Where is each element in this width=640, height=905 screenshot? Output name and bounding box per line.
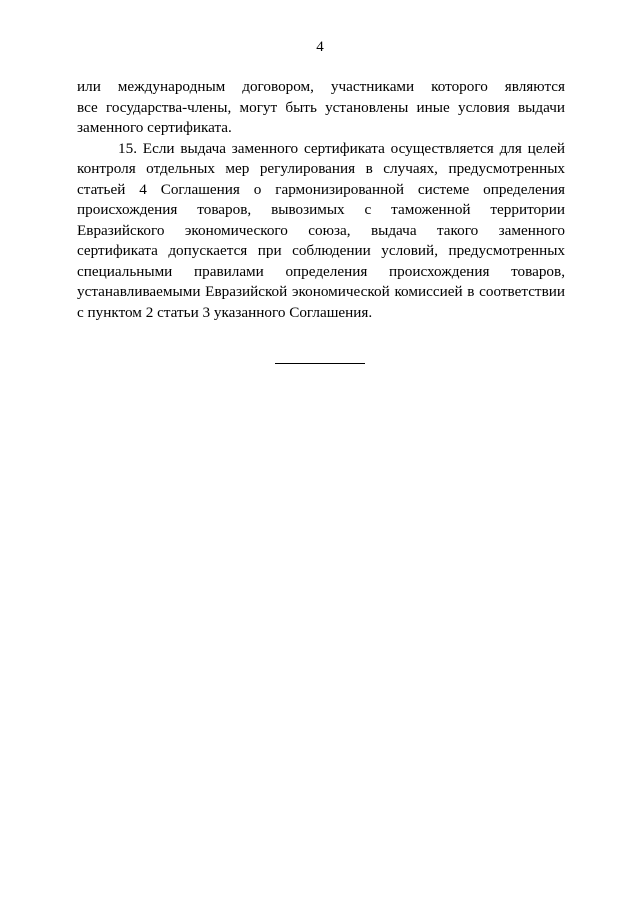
text-line: Евразийского экономического союза, выдача такого заменного: [77, 221, 565, 239]
text-line: статьей 4 Соглашения о гармонизированной системе определения: [77, 180, 565, 198]
paragraph-15: [77, 139, 565, 324]
text-line: с пунктом 2 статьи 3 указанного Соглашения.: [77, 303, 373, 321]
paragraph-continuation: [77, 77, 565, 139]
page-number: 4: [316, 39, 324, 55]
text-line: сертификата допускается при соблюдении условий, предусмотренных: [77, 242, 565, 259]
end-separator-line: [275, 363, 365, 364]
text-line: 15. Если выдача заменного сертификата осуществляется для целей: [118, 139, 565, 157]
document-body: [77, 77, 565, 323]
text-line: происхождения товаров, вывозимых с таможенной территории: [77, 201, 565, 218]
text-line: устанавливаемыми Евразийской экономической комиссией в соответствии: [77, 283, 565, 300]
text-line: контроля отдельных мер регулирования в случаях, предусмотренных: [77, 160, 565, 177]
text-line: все государства-члены, могут быть установлены иные условия выдачи: [77, 98, 565, 116]
text-line: или международным договором, участниками которого являются: [77, 78, 565, 95]
text-line: заменного сертификата.: [77, 119, 232, 136]
text-line: специальными правилами определения происхождения товаров,: [77, 262, 565, 280]
